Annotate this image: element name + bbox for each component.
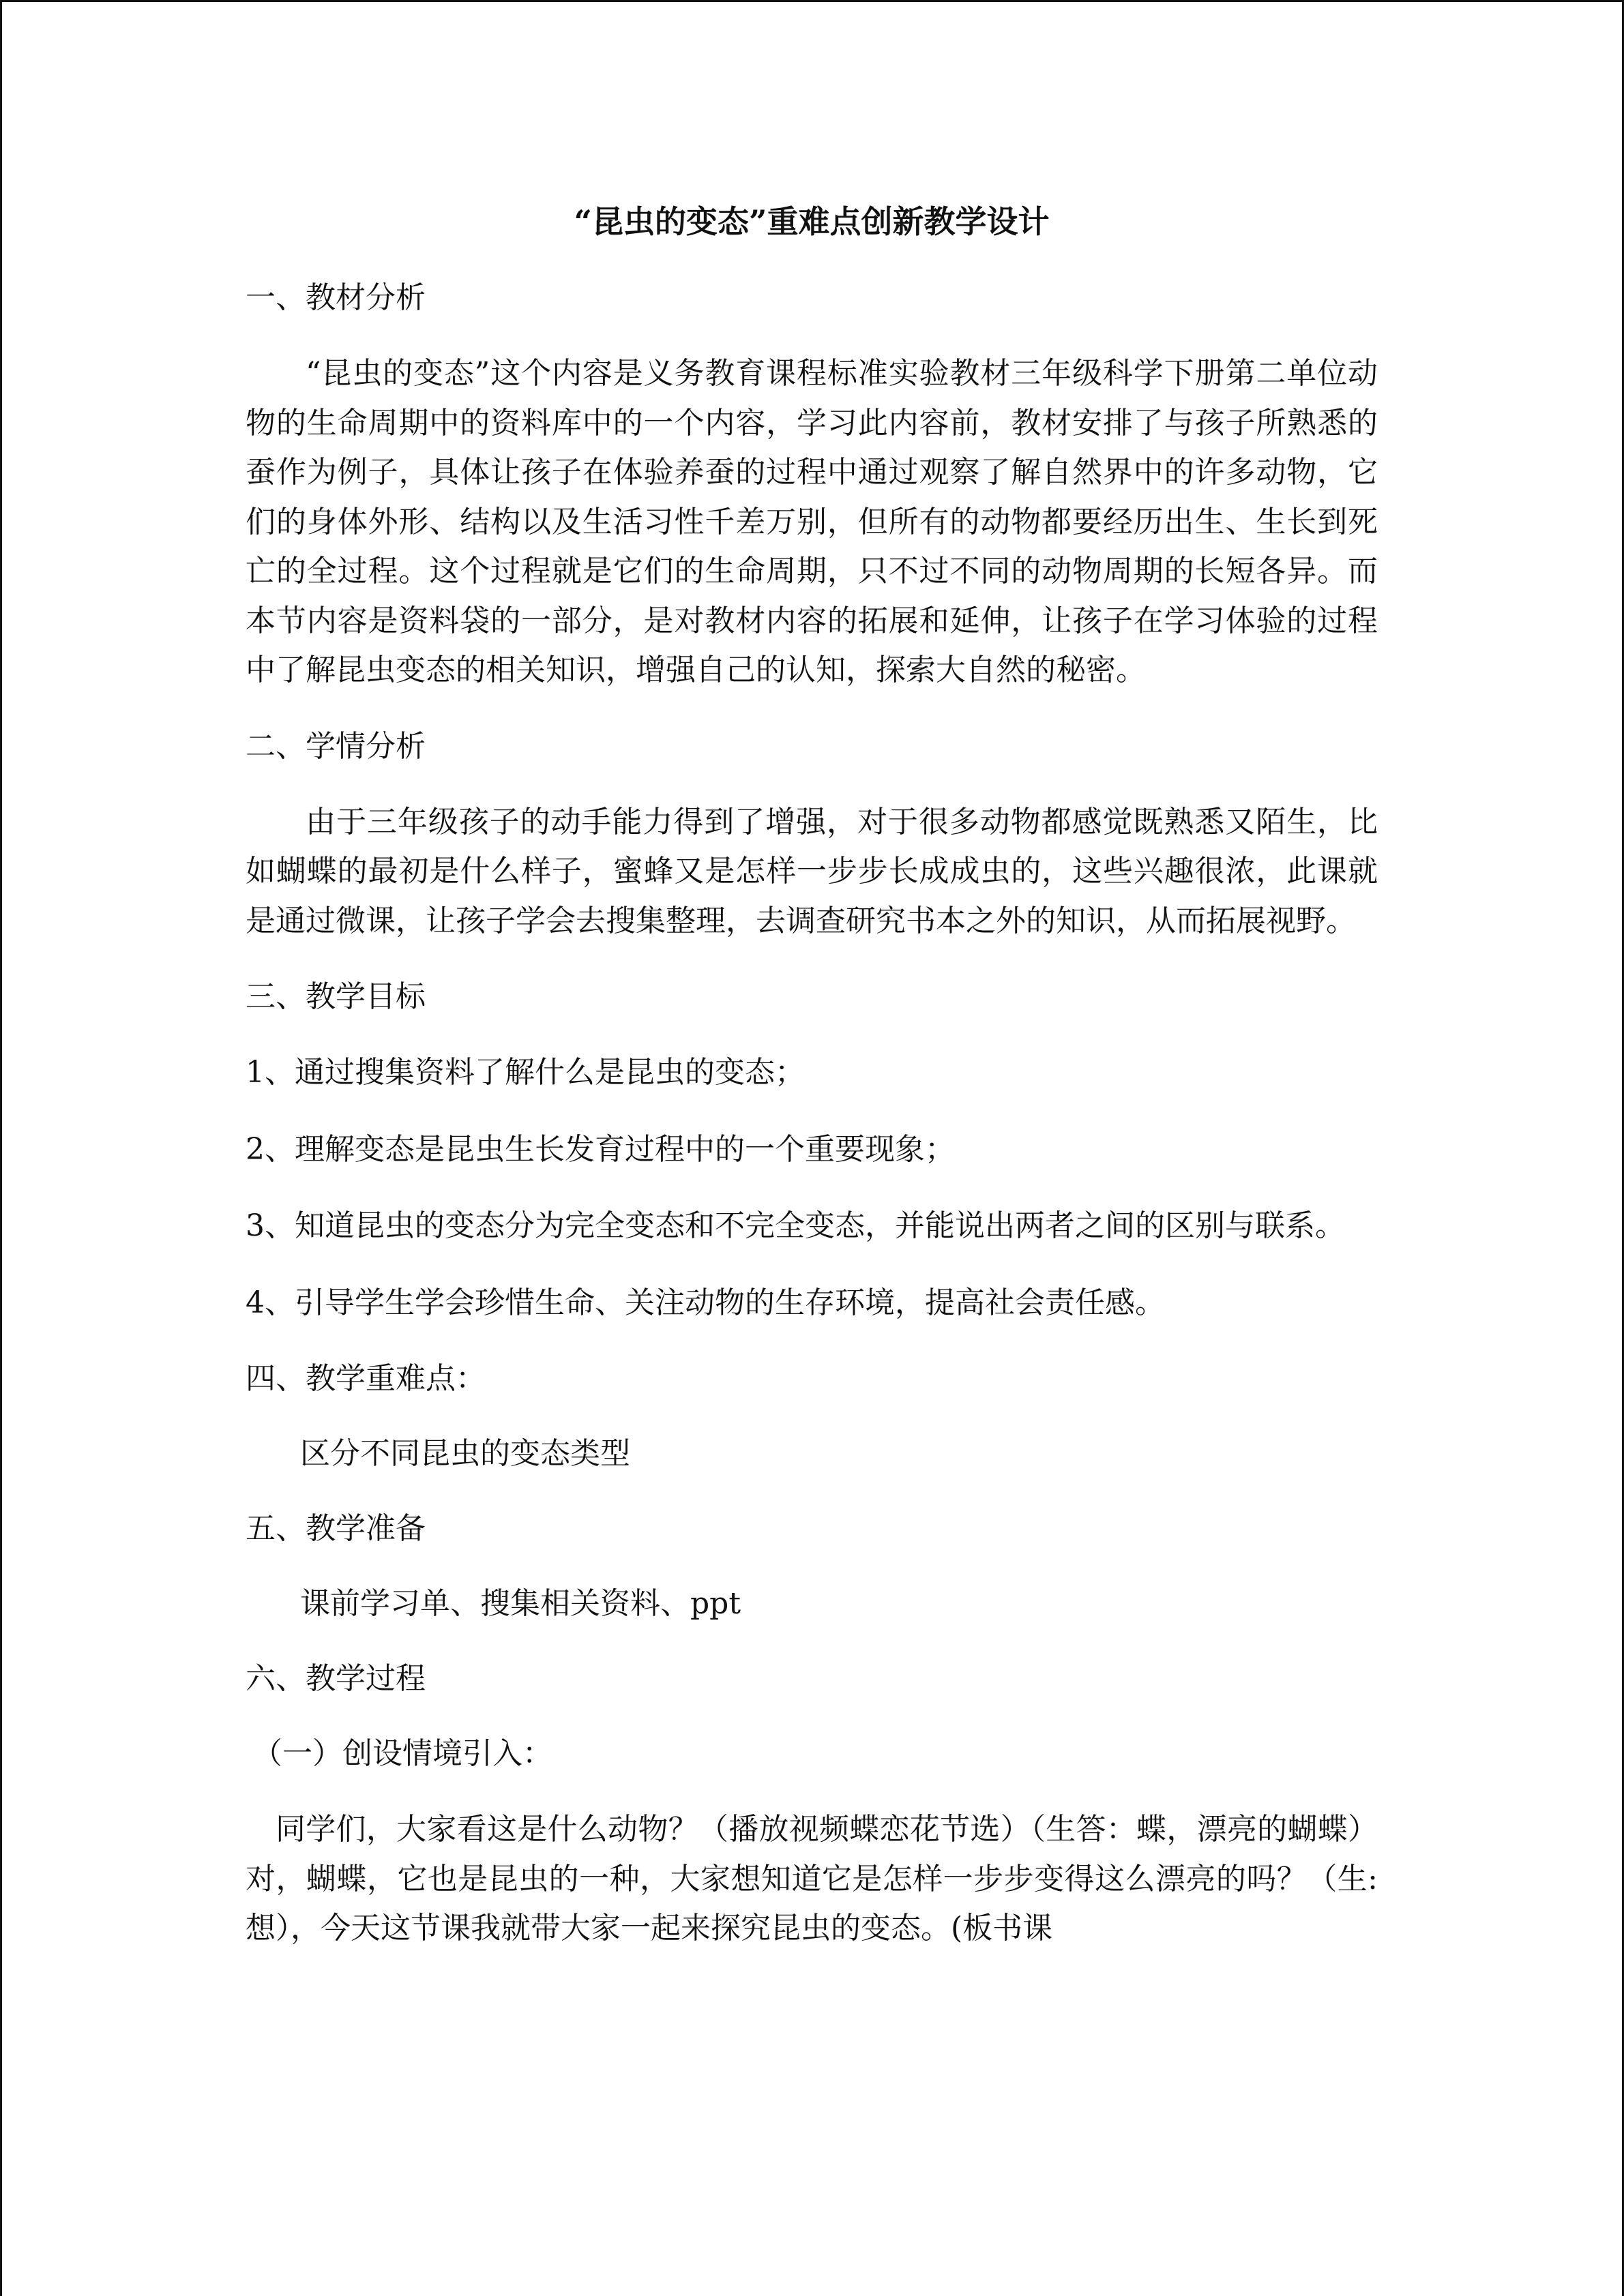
document-title: “昆虫的变态”重难点创新教学设计 [574, 203, 1050, 240]
process-subheading-intro: （一）创设情境引入： [252, 1736, 552, 1771]
section-heading-teaching-process: 六、教学过程 [246, 1661, 426, 1696]
process-intro-paragraph: 同学们，大家看这是什么动物？（播放视频蝶恋花节选）（生答：蝶，漂亮的蝴蝶）对，蝴蝶，它也是昆虫的一种，大家想知道它是怎样一步步变得这么漂亮的吗？（生:想），今天这节课我就带大家一起来探究昆虫的变态。(板书课 [246, 1812, 1378, 1945]
goal-item-1: 1、通过搜集资料了解什么是昆虫的变态； [246, 1055, 805, 1090]
section-heading-teaching-goals: 三、教学目标 [246, 979, 426, 1014]
goal-item-2: 2、理解变态是昆虫生长发育过程中的一个重要现象； [246, 1131, 955, 1167]
goal-item-4: 4、引导学生学会珍惜生命、关注动物的生存环境，提高社会责任感。 [246, 1285, 1165, 1320]
material-analysis-paragraph: “昆虫的变态”这个内容是义务教育课程标准实验教材三年级科学下册第二单位动物的生命周期中的资料库中的一个内容，学习此内容前，教材安排了与孩子所熟悉的蚕作为例子，具体让孩子在体验养蚕的过程中通过观察了解自然界中的许多动物，它们的身体外形、结构以及生活习性千差万别，但所有的动物都要经历出生、生长到死亡的全过程。这个过程就是它们的生命周期，只不过不同的动物周期的长短各异。而本节内容是资料袋的一部分，是对教材内容的拓展和延伸，让孩子在学习体验的过程中了解昆虫变态的相关知识，增强自己的认知，探索大自然的秘密。 [246, 356, 1378, 687]
preparation-text: 课前学习单、搜集相关资料、ppt [300, 1586, 741, 1621]
section-heading-student-analysis: 二、学情分析 [246, 728, 426, 764]
goal-item-3: 3、知道昆虫的变态分为完全变态和不完全变态，并能说出两者之间的区别与联系。 [246, 1208, 1345, 1243]
section-heading-key-points: 四、教学重难点： [246, 1361, 486, 1396]
key-point-text: 区分不同昆虫的变态类型 [300, 1436, 630, 1471]
document-page [246, 198, 1378, 1954]
page-top-border [0, 0, 1624, 2]
student-analysis-paragraph: 由于三年级孩子的动手能力得到了增强，对于很多动物都感觉既熟悉又陌生，比如蝴蝶的最初是什么样子，蜜蜂又是怎样一步步长成成虫的，这些兴趣很浓，此课就是通过微课，让孩子学会去搜集整理，去调查研究书本之外的知识，从而拓展视野。 [246, 804, 1378, 938]
page-left-border [0, 0, 2, 2296]
section-heading-material-analysis: 一、教材分析 [246, 280, 426, 315]
section-heading-preparation: 五、教学准备 [246, 1511, 426, 1546]
